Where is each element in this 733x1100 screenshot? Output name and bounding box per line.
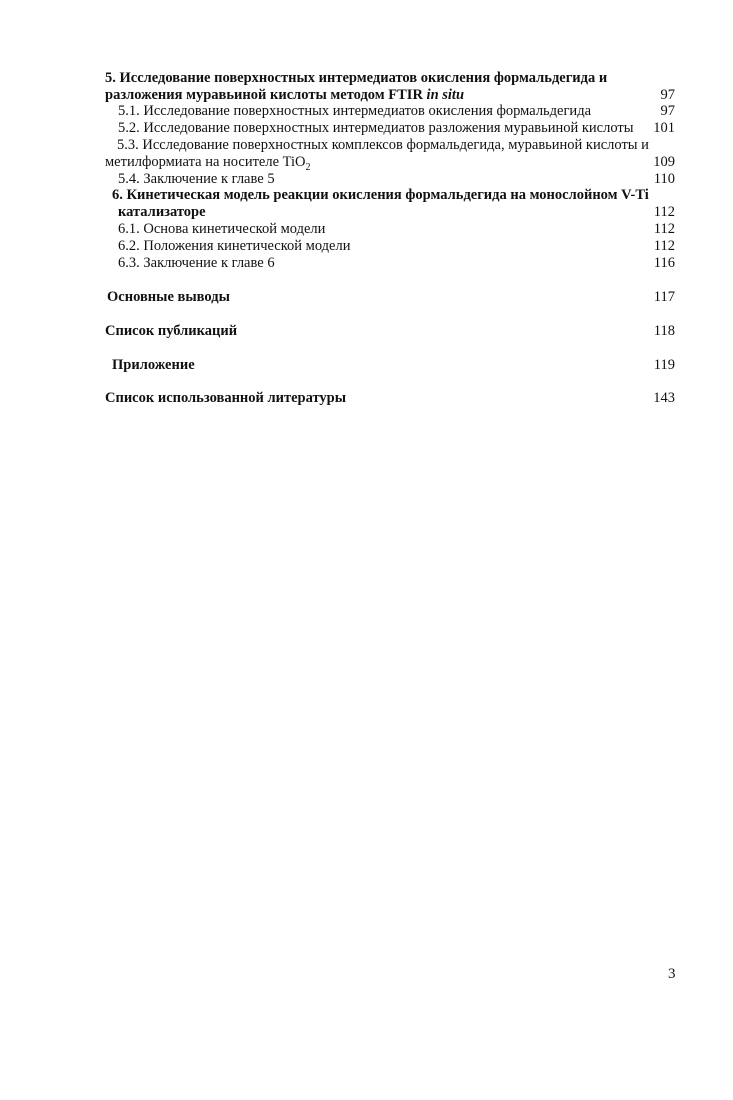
toc-page-number: 119	[653, 357, 675, 373]
toc-references: Список использованной литературы 143	[105, 390, 675, 406]
toc-page-number: 143	[653, 390, 675, 406]
toc-conclusions: Основные выводы 117	[107, 289, 675, 305]
toc-publications: Список публикаций 118	[105, 323, 675, 339]
toc-section-5-3-line1: 5.3. Исследование поверхностных комплексов формальдегида, муравьиной кислоты и	[117, 137, 649, 153]
toc-page-number: 101	[653, 120, 675, 136]
toc-section-6-2: 6.2. Положения кинетической модели 112	[118, 238, 675, 254]
page-number: 3	[668, 966, 676, 982]
toc-section-5-4: 5.4. Заключение к главе 5 110	[118, 171, 675, 187]
toc-chapter-6-line2: катализаторе 112	[118, 204, 675, 220]
toc-page-number: 112	[653, 221, 675, 237]
toc-section-6-3: 6.3. Заключение к главе 6 116	[118, 255, 675, 271]
toc-page-number: 109	[653, 154, 675, 170]
toc-chapter-5-line1	[0, 70, 733, 87]
toc-entry-title: разложения муравьиной кислоты методом FTIR in situ	[105, 87, 465, 103]
toc-chapter-6-line1: 6. Кинетическая модель реакции окисления формальдегида на монослойном V-Ti	[112, 187, 649, 203]
toc-section-5-3-line2: метилформиата на носителе TiO$_2$ 109	[105, 154, 675, 173]
toc-page-number: 97	[660, 103, 675, 119]
toc-chapter-5-line2	[0, 87, 733, 104]
toc-appendix: Приложение 119	[112, 357, 675, 373]
toc-section-5-1: 5.1. Исследование поверхностных интермедиатов окисления формальдегида 97	[118, 103, 675, 119]
toc-page-number: 117	[653, 289, 675, 305]
toc-page-number: 97	[660, 87, 675, 103]
toc-page-number: 118	[653, 323, 675, 339]
toc-page-number: 112	[653, 238, 675, 254]
toc-page-number: 110	[653, 171, 675, 187]
toc-section-5-2: 5.2. Исследование поверхностных интермедиатов разложения муравьиной кислоты 101	[118, 120, 675, 136]
toc-page-number: 116	[653, 255, 675, 271]
toc-section-6-1: 6.1. Основа кинетической модели 112	[118, 221, 675, 237]
toc-page-number: 112	[653, 204, 675, 220]
toc-entry-title: 5. Исследование поверхностных интермедиатов окисления формальдегида и	[105, 70, 608, 86]
